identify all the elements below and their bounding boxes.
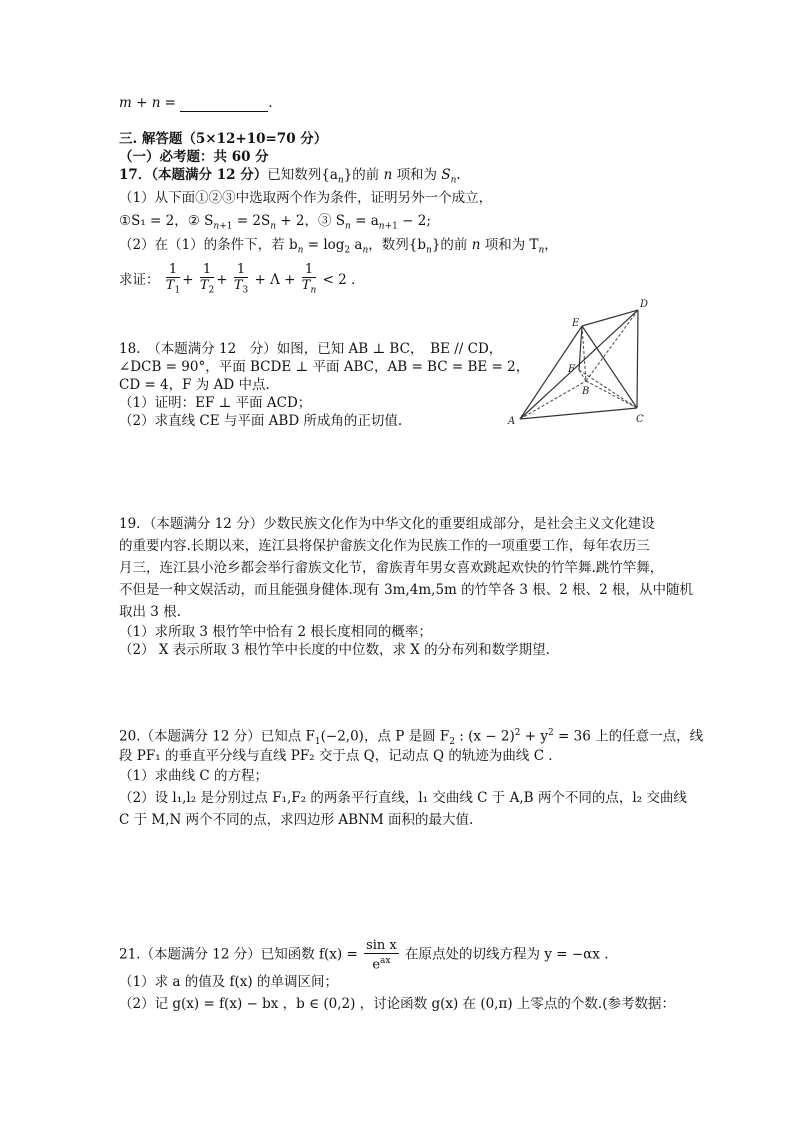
q19-line3: 月三，连江县小沧乡都会举行畲族文化节，畲族青年男女喜欢跳起欢快的竹竿舞.跳竹竿舞， (119, 560, 664, 576)
q20-part2-line1: （2）设 l₁,l₂ 是分别过点 F₁,F₂ 的两条平行直线，l₁ 交曲线 C 于 A,B 两个不同的点，l₂ 交曲线 (119, 790, 687, 806)
q17-stem: 17．（本题满分 12 分）已知数列$\{a_n\}$的前 n 项和为 $S_n$. (119, 167, 461, 186)
function-fraction: $\frac{\text{sin x}}{e^{ax}}$ (366, 938, 397, 973)
q18-part1: （1）证明：EF ⊥ 平面 ACD； (119, 395, 312, 411)
fraction-1: $\frac{1}{T_1}$ (165, 262, 181, 296)
q18-line3: CD = 4，F 为 AD 中点. (119, 377, 270, 393)
q21-part1: （1）求 a 的值及 f(x) 的单调区间； (119, 974, 338, 990)
label-E: E (572, 318, 580, 329)
fraction-3: $\frac{1}{T_3}$ (233, 262, 249, 296)
blank-answer-line: m + n = . (119, 95, 273, 111)
q17-conditions: ①S₁ = 2，② $S_{n+1} = 2S_n + 2$，③ $S_n = a_{n+1} - 2$; (119, 213, 431, 232)
section-title: 三. 解答题（5×12+10=70 分） (119, 131, 328, 147)
section-subtitle: （一）必考题：共 60 分 (119, 149, 269, 165)
edge-DC (637, 310, 638, 408)
q20-part1: （1）求曲线 C 的方程； (119, 768, 269, 784)
q19-line2: 的重要内容.长期以来，连江县将保护畲族文化作为民族工作的一项重要工作，每年农历三 (119, 538, 650, 554)
edge-AC (520, 408, 637, 419)
geometry-figure (502, 296, 662, 430)
q19-line4: 不但是一种文娱活动，而且能强身健体.现有 3m,4m,5m 的竹竿各 3 根、2 根、2 根，从中随机 (119, 582, 694, 598)
q17-part1: （1）从下面①②③中选取两个作为条件，证明另外一个成立， (119, 190, 493, 206)
q21-line1: 21.（本题满分 12 分）已知函数 f(x) = $\frac{\text{sin x}}{e^{ax}}$ 在原点处的切线方程为 y = −αx . (119, 938, 609, 973)
label-D: D (640, 299, 649, 310)
fraction-n: $\frac{1}{T_n}$ (301, 262, 317, 296)
q20-part2-line2: C 于 M,N 两个不同的点，求四边形 ABNM 面积的最大值. (119, 812, 474, 828)
q19-line1: 19．（本题满分 12 分）少数民族文化作为中华文化的重要组成部分，是社会主义文化建设 (119, 516, 655, 532)
q19-part1: （1）求所取 3 根竹竿中恰有 2 根长度相同的概率； (119, 624, 432, 640)
label-A: A (508, 416, 516, 427)
fraction-2: $\frac{1}{T_2}$ (199, 262, 215, 296)
label-F: F (568, 364, 575, 375)
q18-line2: ∠DCB = 90°，平面 BCDE ⊥ 平面 ABC，AB = BC = BE = 2， (119, 359, 530, 375)
q21-part2: （2）记 g(x) = f(x) − bx ，b ∈ (0,2) ，讨论函数 g(x) 在 (0,π) 上零点的个数.(参考数据： (119, 996, 675, 1012)
edge-EC (582, 326, 637, 408)
q18-line1: 18. （本题满分 12 分）如图，已知 AB ⊥ BC， BE // CD， (119, 341, 503, 357)
q19-line5: 取出 3 根. (119, 604, 181, 620)
q20-line1: 20.（本题满分 12 分）已知点 $F_1(-2,0)$，点 P 是圆 $F_2$ : $(x - 2)^2 + y^2 = 36$ 上的任意一点，线 (119, 728, 704, 748)
label-B: B (582, 386, 590, 397)
answer-blank (180, 98, 268, 112)
q17-inequality: 求证： $\frac{1}{T_1}$ + $\frac{1}{T_2}$ + $\frac{1}{T_3}$ + Λ + $\frac{1}{T_n}$ < 2 . (119, 262, 355, 299)
edge-BC (586, 381, 637, 408)
q19-part2: （2） X 表示所取 3 根竹竿中长度的中位数，求 X 的分布列和数学期望. (119, 642, 550, 658)
label-C: C (636, 414, 644, 425)
q20-line2: 段 PF₁ 的垂直平分线与直线 PF₂ 交于点 Q，记动点 Q 的轨迹为曲线 C . (119, 748, 553, 764)
q18-part2: （2）求直线 CE 与平面 ABD 所成角的正切值. (119, 413, 403, 429)
q17-part2: （2）在（1）的条件下，若 $b_n = \log_2 a_n$，数列$\{b_n\}$的前 n 项和为 $T_n$， (119, 237, 558, 256)
